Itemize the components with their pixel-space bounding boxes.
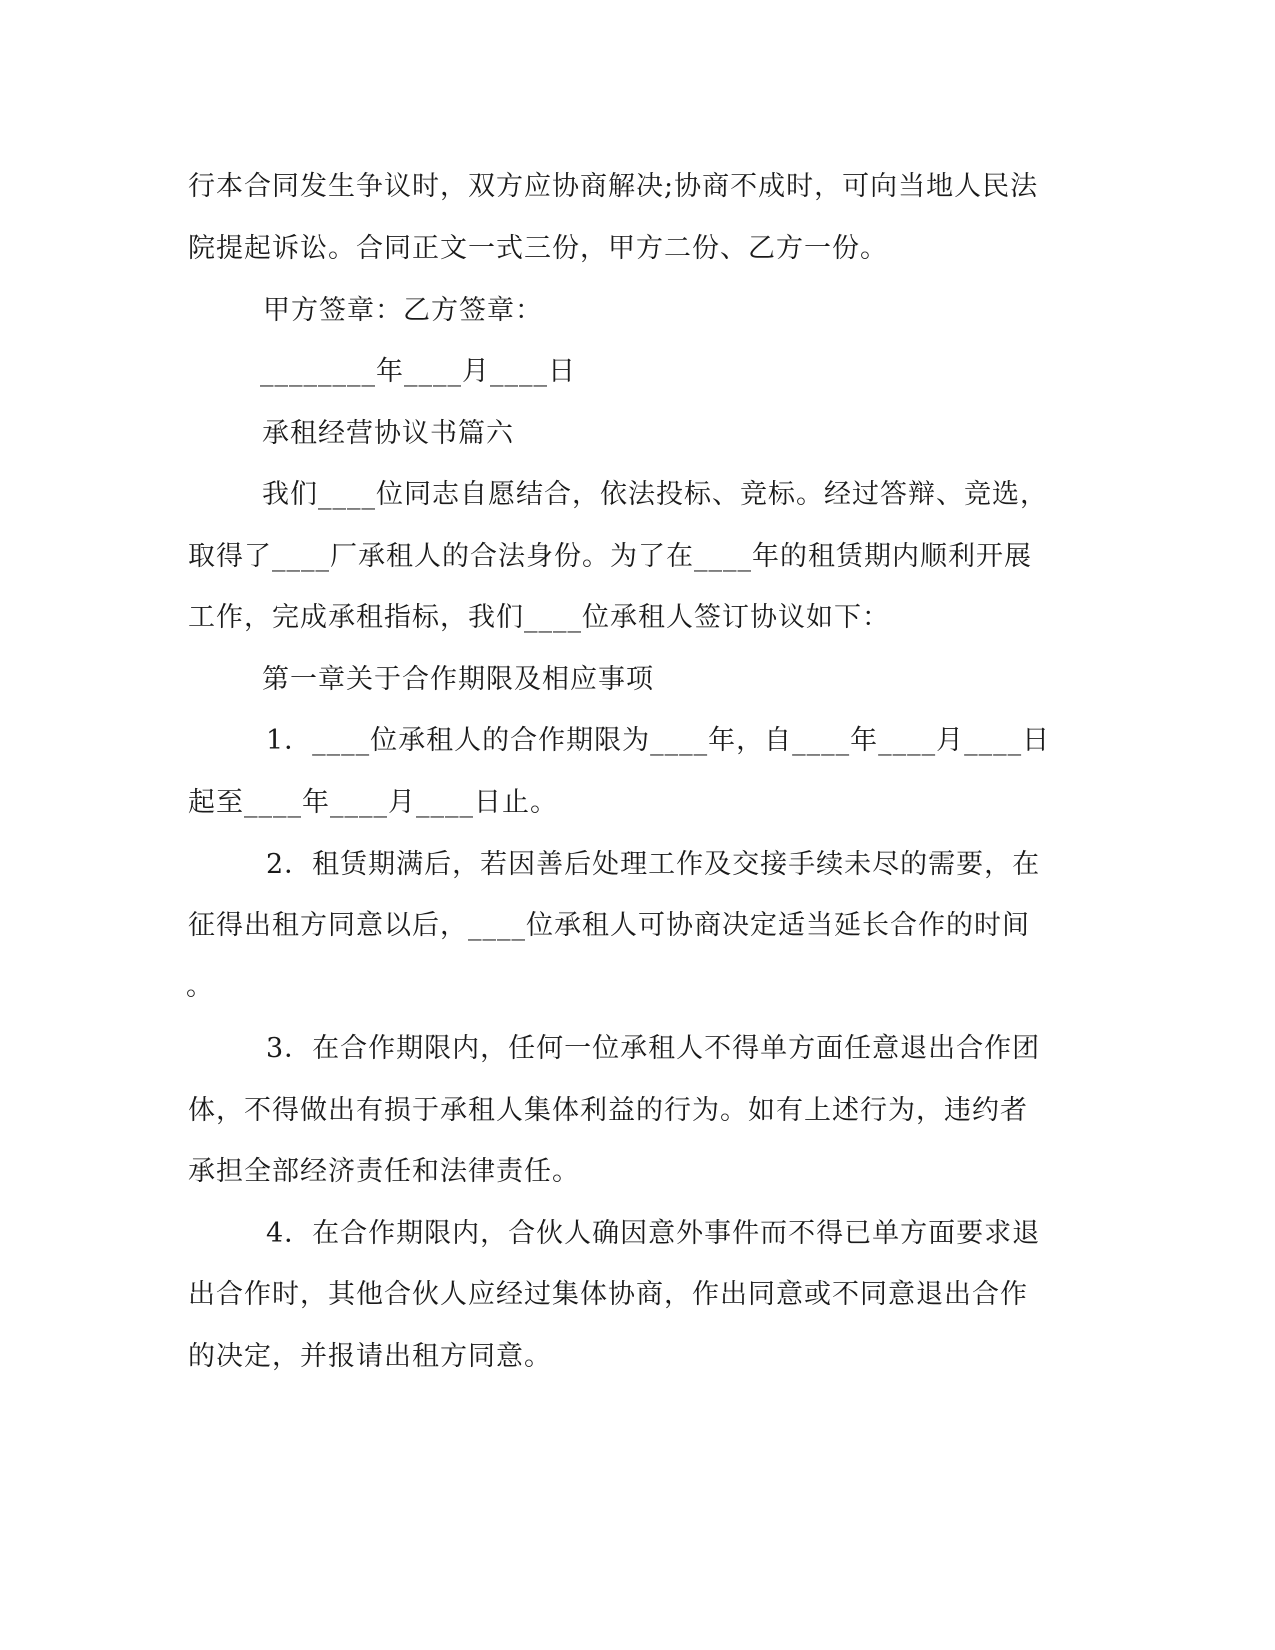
clause-line: 。: [186, 971, 214, 1002]
clause-line: 1．____位承租人的合作期限为____年，自____年____月____日: [266, 725, 1051, 756]
body-text-line: 我们____位同志自愿结合，依法投标、竞标。经过答辩、竞选，: [262, 479, 1048, 510]
clause-line: 3．在合作期限内，任何一位承租人不得单方面任意退出合作团: [266, 1033, 1041, 1064]
body-text-line: 工作，完成承租指标，我们____位承租人签订协议如下：: [188, 602, 890, 633]
section-heading: 承租经营协议书篇六: [262, 418, 514, 449]
body-text-line: 行本合同发生争议时，双方应协商解决;协商不成时，可向当地人民法: [188, 171, 1039, 202]
body-text-line: 院提起诉讼。合同正文一式三份，甲方二份、乙方一份。: [188, 233, 888, 264]
chapter-heading: 第一章关于合作期限及相应事项: [262, 664, 654, 695]
clause-line: 出合作时，其他合伙人应经过集体协商，作出同意或不同意退出合作: [188, 1279, 1028, 1310]
clause-line: 承担全部经济责任和法律责任。: [188, 1156, 580, 1187]
clause-line: 体，不得做出有损于承租人集体利益的行为。如有上述行为，违约者: [188, 1095, 1028, 1126]
date-line: ________年____月____日: [260, 356, 576, 387]
clause-line: 的决定，并报请出租方同意。: [188, 1341, 552, 1372]
clause-line: 2．租赁期满后，若因善后处理工作及交接手续未尽的需要，在: [266, 849, 1041, 880]
clause-line: 征得出租方同意以后，____位承租人可协商决定适当延长合作的时间: [188, 910, 1030, 941]
body-text-line: 取得了____厂承租人的合法身份。为了在____年的租赁期内顺利开展: [188, 541, 1032, 572]
signature-line: 甲方签章：乙方签章：: [263, 295, 543, 326]
clause-line: 4．在合作期限内，合伙人确因意外事件而不得已单方面要求退: [266, 1218, 1041, 1249]
clause-line: 起至____年____月____日止。: [188, 787, 558, 818]
